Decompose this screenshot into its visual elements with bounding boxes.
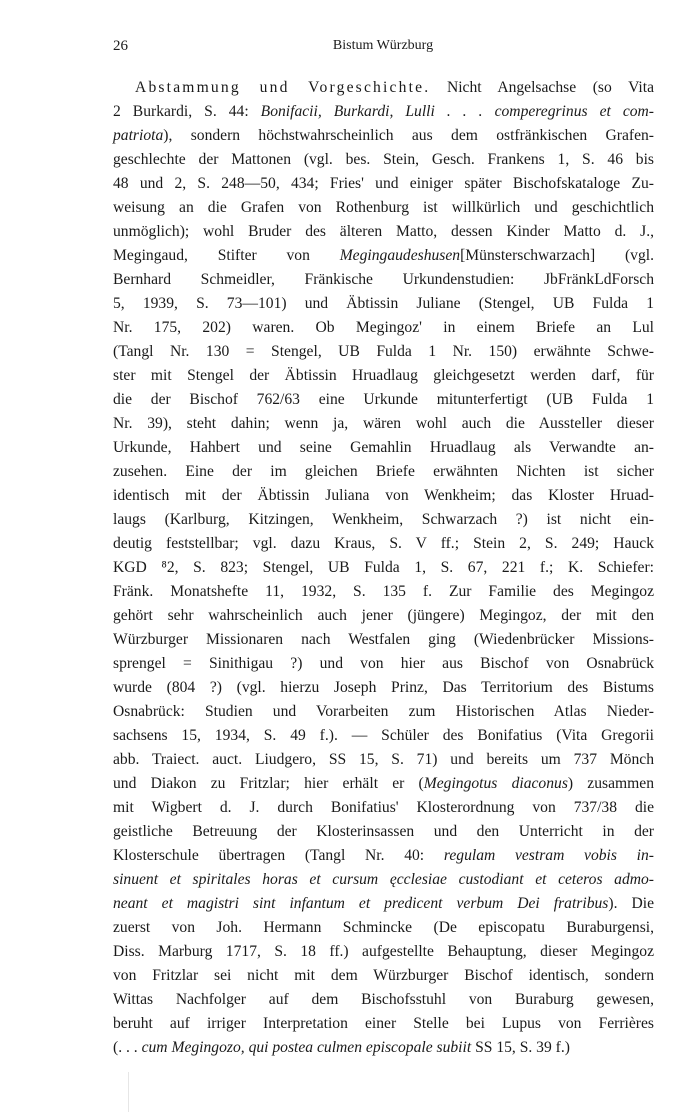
text-run: abb. Traiect. auct. Liudgero, SS 15, S. 71) und bereits um 737 Mönch — [113, 751, 654, 768]
text-line — [113, 292, 654, 316]
text-run: Urkunde, Hahbert und seine Gemahlin Hruadlaug als Verwandte an- — [113, 439, 654, 456]
text-line — [113, 556, 654, 580]
text-run: ) zusammen — [567, 775, 654, 792]
text-line — [113, 76, 654, 100]
italic-text-run: regulam vestram vobis in- — [443, 847, 654, 864]
text-run: zuerst von Joh. Hermann Schmincke (De episcopatu Buraburgensi, — [113, 919, 654, 936]
italic-text-run: Megingotus diaconus — [423, 775, 568, 792]
text-line — [113, 1012, 654, 1036]
text-line — [113, 772, 654, 796]
text-line — [113, 796, 654, 820]
text-run: laugs (Karlburg, Kitzingen, Wenkheim, Schwarzach ?) ist nicht ein- — [113, 511, 654, 528]
text-line — [113, 1036, 654, 1060]
text-line — [113, 652, 654, 676]
text-run: ), sondern höchstwahrscheinlich aus dem ostfränkischen Grafen- — [163, 127, 654, 144]
text-line — [113, 820, 654, 844]
italic-text-run: Bonifacii, Burkardi, Lulli . . . comperegrinus et com- — [260, 103, 655, 120]
text-line — [113, 964, 654, 988]
italic-text-run: neant et magistri sint infantum et predicent verbum Dei fratribus — [113, 895, 609, 912]
text-line — [113, 196, 654, 220]
text-run: Nicht Angelsachse (so Vita — [430, 79, 655, 96]
text-run: Osnabrück: Studien und Vorarbeiten zum Historischen Atlas Nieder- — [113, 703, 654, 720]
text-line — [113, 508, 654, 532]
text-run: [Münsterschwarzach] (vgl. — [460, 247, 654, 264]
text-run: identisch mit der Äbtissin Juliana von Wenkheim; das Kloster Hruad- — [113, 487, 654, 504]
text-line — [113, 124, 654, 148]
text-line — [113, 100, 654, 124]
text-line — [113, 940, 654, 964]
text-run: gehört sehr wahrscheinlich auch jener (jüngere) Megingoz, der mit den — [113, 607, 654, 624]
scan-margin-mark — [128, 1072, 129, 1112]
text-line — [113, 484, 654, 508]
text-line — [113, 916, 654, 940]
text-line — [113, 244, 654, 268]
italic-text-run: Megingaudeshusen — [339, 247, 461, 264]
text-run: deutig feststellbar; vgl. dazu Kraus, S. V ff.; Stein 2, S. 249; Hauck — [113, 535, 654, 552]
text-run: SS 15, S. 39 f.) — [471, 1039, 570, 1056]
text-line — [113, 892, 654, 916]
text-run: 5, 1939, S. 73—101) und Äbtissin Juliane (Stengel, UB Fulda 1 — [113, 295, 654, 312]
text-run: Klosterschule übertragen (Tangl Nr. 40: — [113, 847, 444, 864]
running-head — [113, 38, 653, 62]
text-run: (. . . — [113, 1039, 142, 1056]
text-line — [113, 460, 654, 484]
text-line — [113, 748, 654, 772]
text-run: zusehen. Eine der im gleichen Briefe erwähnten Nichten ist sicher — [113, 463, 654, 480]
text-run: Würzburger Missionaren nach Westfalen ging (Wiedenbrücker Missions- — [113, 631, 654, 648]
text-line — [113, 988, 654, 1012]
text-line — [113, 844, 654, 868]
text-line — [113, 268, 654, 292]
text-run: Fränk. Monatshefte 11, 1932, S. 135 f. Zur Familie des Megingoz — [113, 583, 654, 600]
italic-text-run: sinuent et spiritales horas et cursum ęcclesiae custodiant et ceteros admo- — [113, 871, 654, 888]
running-title: Bistum Würzburg — [332, 38, 434, 53]
text-run: mit Wigbert d. J. durch Bonifatius' Klosterordnung von 737/38 die — [113, 799, 654, 816]
text-run: geschlechte der Mattonen (vgl. bes. Stein, Gesch. Frankens 1, S. 46 bis — [113, 151, 654, 168]
text-run: von Fritzlar sei nicht mit dem Würzburger Bischof identisch, sondern — [113, 967, 654, 984]
text-line — [113, 604, 654, 628]
text-line — [113, 580, 654, 604]
text-run: Diss. Marburg 1717, S. 18 ff.) aufgestellte Behauptung, dieser Megingoz — [113, 943, 654, 960]
text-run: 2 Burkardi, S. 44: — [113, 103, 261, 120]
text-run: und Diakon zu Fritzlar; hier erhält er ( — [113, 775, 424, 792]
text-line — [113, 340, 654, 364]
text-line — [113, 676, 654, 700]
text-line — [113, 700, 654, 724]
text-line — [113, 436, 654, 460]
italic-text-run: patriota — [113, 127, 164, 144]
text-run: Nr. 175, 202) waren. Ob Megingoz' in einem Briefe an Lul — [113, 319, 654, 336]
text-run: Megingaud, Stifter von — [113, 247, 340, 264]
text-run: Bernhard Schmeidler, Fränkische Urkundenstudien: JbFränkLdForsch — [113, 271, 654, 288]
text-run: 48 und 2, S. 248—50, 434; Fries' und einiger später Bischofskataloge Zu- — [113, 175, 654, 192]
text-run: KGD ⁸2, S. 823; Stengel, UB Fulda 1, S. 67, 221 f.; K. Schiefer: — [113, 559, 654, 576]
text-run: wurde (804 ?) (vgl. hierzu Joseph Prinz, Das Territorium des Bistums — [113, 679, 654, 696]
text-run: beruht auf irriger Interpretation einer Stelle bei Lupus von Ferrières — [113, 1015, 654, 1032]
text-run: sachsens 15, 1934, S. 49 f.). — Schüler des Bonifatius (Vita Gregorii — [113, 727, 654, 744]
text-run: die der Bischof 762/63 eine Urkunde mitunterfertigt (UB Fulda 1 — [113, 391, 654, 408]
text-line — [113, 388, 654, 412]
text-line — [113, 412, 654, 436]
text-run: (Tangl Nr. 130 = Stengel, UB Fulda 1 Nr. 150) erwähnte Schwe- — [113, 343, 654, 360]
text-line — [113, 220, 654, 244]
text-run: unmöglich); wohl Bruder des älteren Matto, dessen Kinder Matto d. J., — [113, 223, 654, 240]
text-line — [113, 148, 654, 172]
body-paragraph — [113, 76, 654, 1060]
text-line — [113, 868, 654, 892]
text-run: weisung an die Grafen von Rothenburg ist willkürlich und geschichtlich — [113, 199, 654, 216]
text-line — [113, 172, 654, 196]
text-line — [113, 532, 654, 556]
page-number: 26 — [113, 38, 128, 54]
text-run: Wittas Nachfolger auf dem Bischofsstuhl von Buraburg gewesen, — [113, 991, 654, 1008]
text-run: ster mit Stengel der Äbtissin Hruadlaug gleichgesetzt werden darf, für — [113, 367, 654, 384]
text-line — [113, 316, 654, 340]
text-line — [113, 628, 654, 652]
section-heading-run: Abstammung und Vorgeschichte. — [135, 79, 431, 96]
text-line — [113, 364, 654, 388]
text-run: geistliche Betreuung der Klosterinsassen und den Unterricht in der — [113, 823, 654, 840]
text-run: sprengel = Sinithigau ?) und von hier aus Bischof von Osnabrück — [113, 655, 654, 672]
italic-text-run: cum Megingozo, qui postea culmen episcopale subiit — [141, 1039, 472, 1056]
text-line — [113, 724, 654, 748]
text-run: Nr. 39), steht dahin; wenn ja, wären wohl auch die Aussteller dieser — [113, 415, 654, 432]
text-run: ). Die — [608, 895, 654, 912]
